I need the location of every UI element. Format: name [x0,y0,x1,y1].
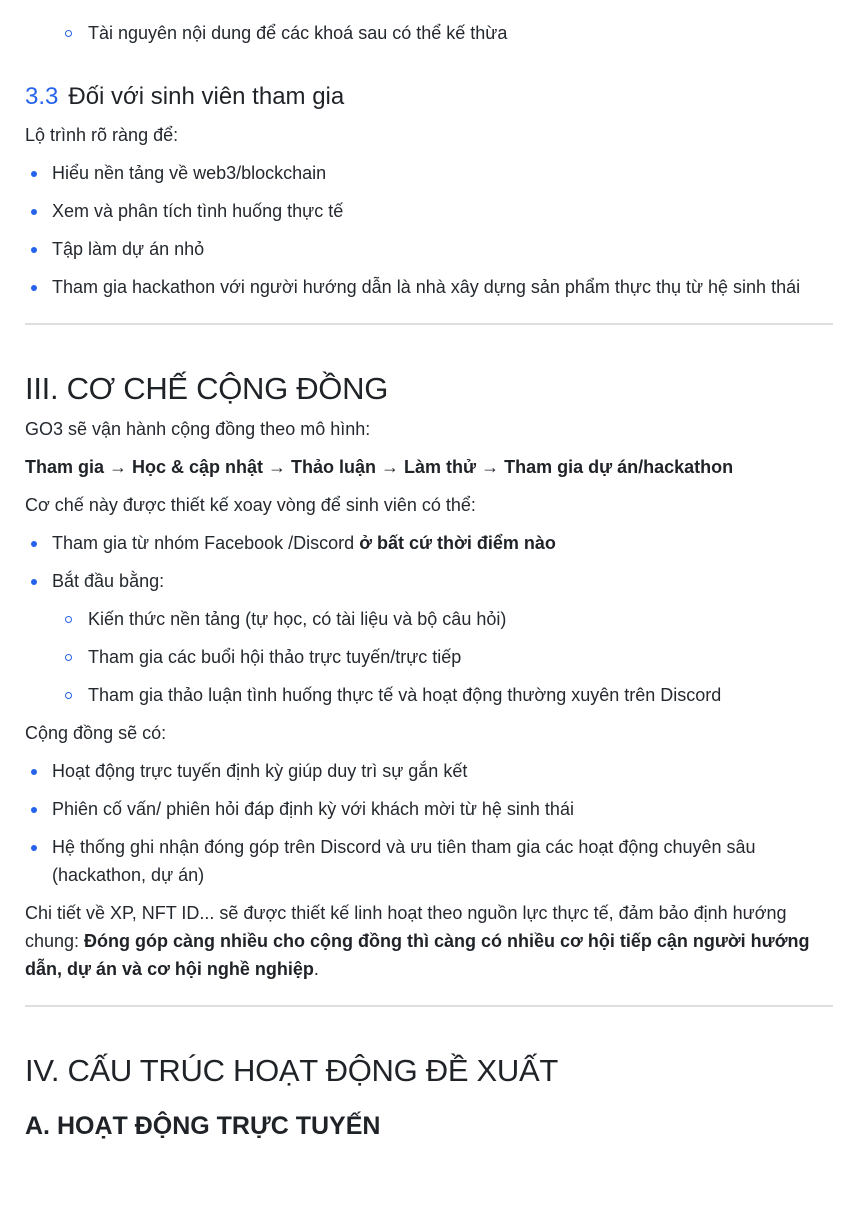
closing-bold: Đóng góp càng nhiều cho cộng đồng thì càng có nhiều cơ hội tiếp cận người hướng dẫn, dự án và cơ hội nghề nghiệp [25,931,810,979]
list-item [25,833,833,889]
list-item [25,529,833,557]
subsection-heading-A: A. HOẠT ĐỘNG TRỰC TUYẾN [25,1112,381,1140]
list-item [25,795,833,823]
section-number: 3.3 [25,83,59,110]
list-item-text: Tham gia các buổi hội thảo trực tuyến/trực tiếp [88,647,462,667]
list-item-text: Hoạt động trực tuyến định kỳ giúp duy trì sự gắn kết [52,761,468,781]
closing-end: . [313,959,319,979]
closing-text: Chi tiết về XP, NFT ID... sẽ được thiết kế linh hoạt theo nguồn lực thực tế, đảm bảo định hướng chung: [25,903,787,951]
list-item [25,681,833,709]
list-item [25,757,833,785]
list-item-text: Tham gia hackathon với người hướng dẫn là nhà xây dựng sản phẩm thực thụ từ hệ sinh thái [52,277,801,297]
list-item [25,19,833,47]
list-item-text: Phiên cố vấn/ phiên hỏi đáp định kỳ với khách mời từ hệ sinh thái [52,799,574,819]
list-item [25,567,833,595]
paragraph-intro: GO3 sẽ vận hành cộng đồng theo mô hình: [25,419,371,439]
list-item-text: Tham gia thảo luận tình huống thực tế và hoạt động thường xuyên trên Discord [88,685,722,705]
section-heading-IV: IV. CẤU TRÚC HOẠT ĐỘNG ĐỀ XUẤT [25,1053,559,1088]
list-item-text: Tham gia từ nhóm Facebook /Discord [52,533,360,553]
list-item [25,273,833,301]
list-item [25,235,833,263]
section-title: Đối với sinh viên tham gia [68,83,345,110]
paragraph-intro: Lộ trình rõ ràng để: [25,125,179,145]
paragraph-cycle: Cơ chế này được thiết kế xoay vòng để sinh viên có thể: [25,495,476,515]
list-item-text: Tài nguyên nội dung để các khoá sau có thể kế thừa [88,23,508,43]
list-item [25,159,833,187]
list-item [25,605,833,633]
list-item-text: Tập làm dự án nhỏ [52,239,205,259]
flow-statement [25,453,833,481]
list-item-text: Xem và phân tích tình huống thực tế [52,201,344,221]
list-item-text: Hiểu nền tảng về web3/blockchain [52,163,327,183]
list-item-text: Hệ thống ghi nhận đóng góp trên Discord và ưu tiên tham gia các hoạt động chuyên sâu (hackathon, dự án) [52,837,756,885]
section-heading-3-3 [25,81,833,113]
list-item-bold: ở bất cứ thời điểm nào [359,533,556,553]
flow-text: Tham gia → Học & cập nhật → Thảo luận → Làm thử → Tham gia dự án/hackathon [25,457,734,477]
cycle-list [25,529,833,709]
list-item-text: Kiến thức nền tảng (tự học, có tài liệu và bộ câu hỏi) [88,609,507,629]
paragraph-community: Cộng đồng sẽ có: [25,723,167,743]
paragraph-closing [25,899,833,983]
community-list [25,757,833,889]
continued-list [25,19,833,47]
list-item [25,197,833,225]
section-heading-III: III. CƠ CHẾ CỘNG ĐỒNG [25,371,389,406]
student-benefits-list [25,159,833,301]
list-item [25,643,833,671]
list-item-text: Bắt đầu bằng: [52,571,165,591]
